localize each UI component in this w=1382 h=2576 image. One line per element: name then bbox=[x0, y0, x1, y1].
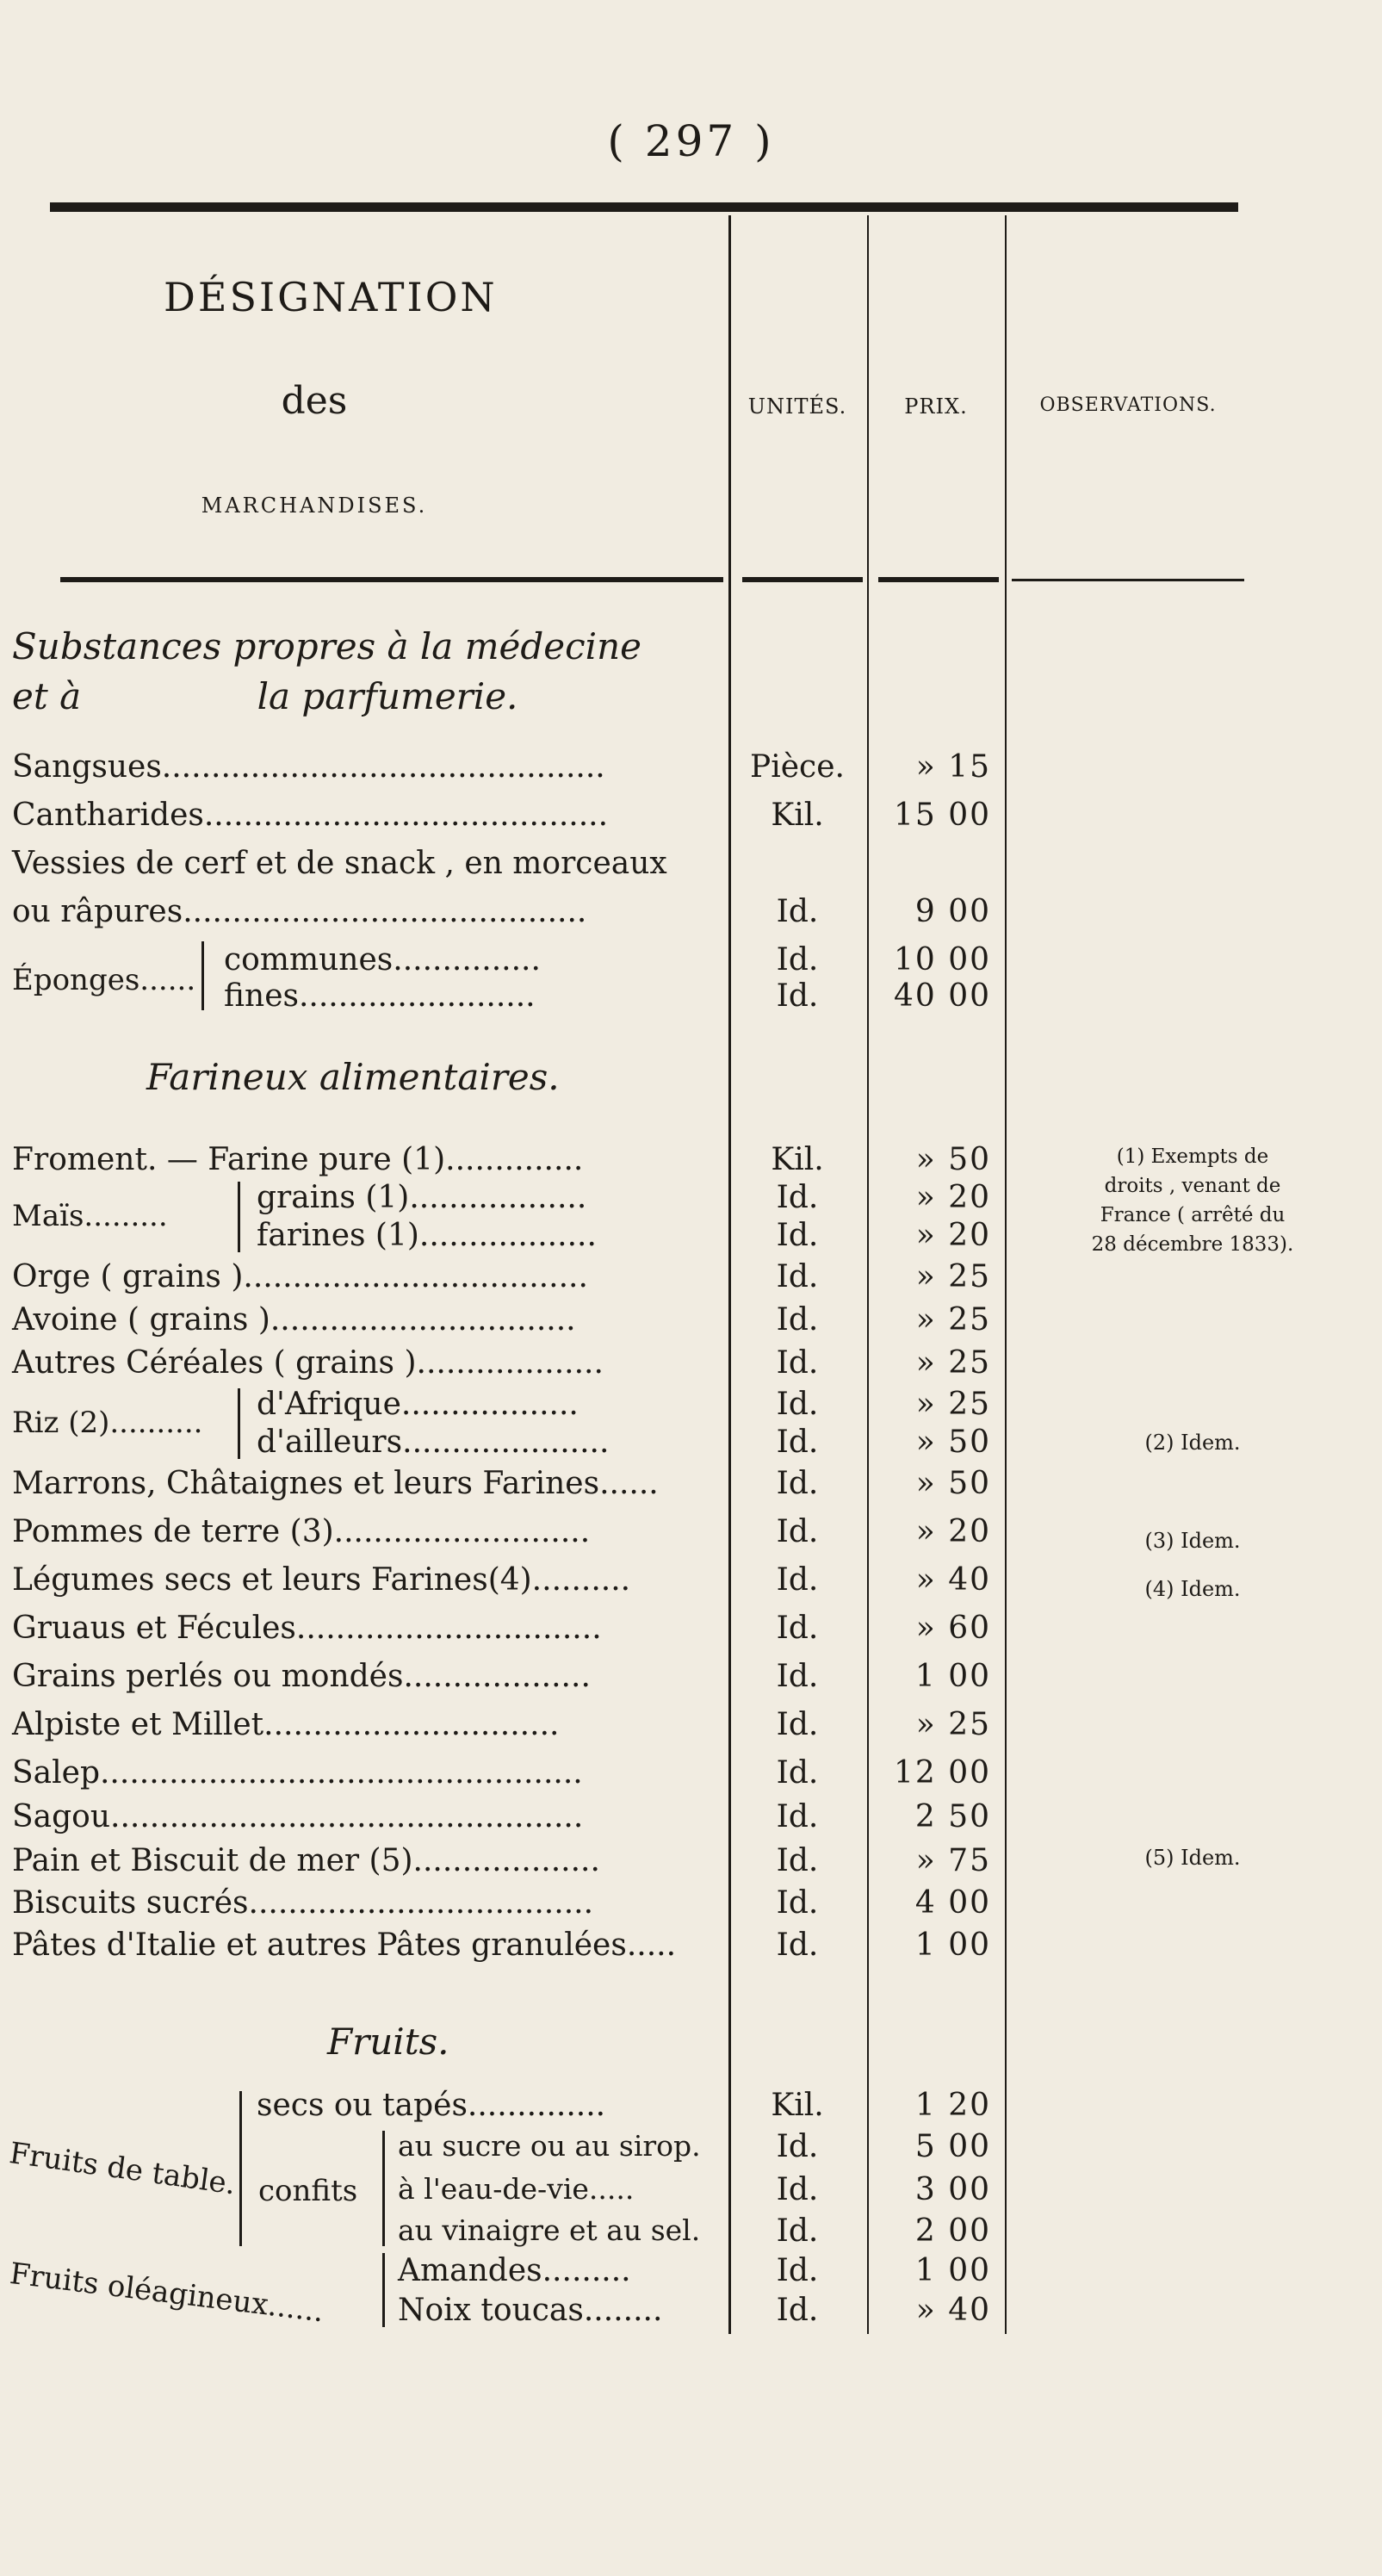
row-price: » 50 bbox=[915, 1142, 991, 1177]
table-row bbox=[0, 1750, 1382, 1798]
row-unit: Kil. bbox=[771, 798, 824, 833]
row-unit: Id. bbox=[776, 2172, 819, 2207]
row-price: » 25 bbox=[915, 1707, 991, 1742]
table-row bbox=[0, 792, 1382, 841]
row-unit: Id. bbox=[776, 1180, 819, 1215]
row-price: 3 00 bbox=[914, 2172, 991, 2207]
section-fruits: Fruits. bbox=[327, 2020, 449, 2063]
row-designation: ou râpures......................................... bbox=[12, 894, 587, 929]
section-farineux: Farineux alimentaires. bbox=[146, 1056, 560, 1098]
table-row bbox=[0, 973, 1382, 1021]
observation-note-3: (3) Idem. bbox=[1144, 1529, 1241, 1553]
header-marchandises: MARCHANDISES. bbox=[201, 493, 428, 518]
table-row bbox=[0, 841, 1382, 889]
row-unit: Id. bbox=[776, 1387, 819, 1422]
header-des: des bbox=[281, 379, 348, 423]
row-price: » 20 bbox=[915, 1218, 991, 1253]
row-price: » 20 bbox=[915, 1514, 991, 1549]
row-designation: Gruaus et Fécules............................... bbox=[12, 1611, 602, 1646]
row-designation: Grains perlés ou mondés................... bbox=[12, 1659, 591, 1694]
row-designation: Autres Céréales ( grains )................... bbox=[12, 1345, 604, 1381]
row-designation: Salep................................................. bbox=[12, 1755, 583, 1791]
table-row bbox=[0, 744, 1382, 792]
table-row bbox=[0, 1605, 1382, 1654]
row-unit: Id. bbox=[776, 1843, 819, 1878]
row-unit: Kil. bbox=[771, 2088, 824, 2123]
row-designation: Sagou................................................ bbox=[12, 1799, 584, 1834]
row-unit: Id. bbox=[776, 1755, 819, 1791]
row-designation: Cantharides......................................... bbox=[12, 798, 609, 833]
row-unit: Id. bbox=[776, 1466, 819, 1501]
row-unit: Id. bbox=[776, 942, 819, 978]
row-designation: d'ailleurs..................... bbox=[257, 1425, 610, 1460]
row-unit: Id. bbox=[776, 978, 819, 1014]
observation-note-1-line: (1) Exempts de bbox=[1116, 1145, 1269, 1168]
row-designation: Légumes secs et leurs Farines(4).......... bbox=[12, 1562, 631, 1598]
row-designation: Biscuits sucrés................................... bbox=[12, 1885, 594, 1921]
row-unit: Id. bbox=[776, 1218, 819, 1253]
row-designation: Marrons, Châtaignes et leurs Farines...... bbox=[12, 1466, 659, 1501]
table-row bbox=[0, 2124, 1382, 2172]
table-row bbox=[0, 1794, 1382, 1842]
row-unit: Id. bbox=[776, 2253, 819, 2288]
row-designation: au sucre ou au sirop. bbox=[398, 2129, 701, 2163]
row-designation: fines........................ bbox=[224, 978, 536, 1014]
table-row bbox=[0, 1922, 1382, 1971]
row-price: 12 00 bbox=[893, 1755, 991, 1791]
row-price: 15 00 bbox=[893, 798, 991, 833]
row-designation: secs ou tapés.............. bbox=[257, 2088, 606, 2123]
row-unit: Id. bbox=[776, 2293, 819, 2328]
row-price: » 60 bbox=[915, 1611, 991, 1646]
group-label-riz: Riz (2).......... bbox=[12, 1406, 203, 1440]
table-row bbox=[0, 1702, 1382, 1750]
row-unit: Id. bbox=[776, 1885, 819, 1921]
row-unit: Id. bbox=[776, 1799, 819, 1834]
row-price: » 75 bbox=[915, 1843, 991, 1878]
row-unit: Id. bbox=[776, 1659, 819, 1694]
row-designation: à l'eau-de-vie..... bbox=[398, 2172, 635, 2206]
row-designation: Amandes......... bbox=[398, 2253, 631, 2288]
row-price: 10 00 bbox=[893, 942, 991, 978]
observation-note-5: (5) Idem. bbox=[1144, 1846, 1241, 1870]
table-row bbox=[0, 1654, 1382, 1702]
row-price: » 40 bbox=[915, 2293, 991, 2328]
table-row bbox=[0, 1297, 1382, 1345]
row-unit: Id. bbox=[776, 2213, 819, 2249]
row-designation: Noix toucas........ bbox=[398, 2293, 663, 2328]
row-price: » 25 bbox=[915, 1387, 991, 1422]
row-unit: Id. bbox=[776, 1345, 819, 1381]
row-price: » 20 bbox=[915, 1180, 991, 1215]
row-designation: Orge ( grains )................................... bbox=[12, 1259, 588, 1294]
row-designation: au vinaigre et au sel. bbox=[398, 2213, 701, 2247]
row-designation: d'Afrique.................. bbox=[257, 1387, 579, 1422]
group-label-fruits-table: Fruits de table. bbox=[7, 2136, 239, 2202]
row-unit: Id. bbox=[776, 1425, 819, 1460]
row-designation: grains (1).................. bbox=[257, 1180, 587, 1215]
top-rule bbox=[50, 202, 1238, 212]
row-price: 5 00 bbox=[914, 2129, 991, 2164]
row-price: 4 00 bbox=[914, 1885, 991, 1921]
row-price: » 25 bbox=[915, 1259, 991, 1294]
row-price: » 50 bbox=[915, 1425, 991, 1460]
row-price: 1 00 bbox=[914, 2253, 991, 2288]
row-price: 40 00 bbox=[893, 978, 991, 1014]
row-designation: communes............... bbox=[224, 942, 541, 978]
group-label-eponges: Éponges...... bbox=[12, 963, 196, 997]
row-designation: Pâtes d'Italie et autres Pâtes granulées..... bbox=[12, 1927, 677, 1963]
row-price: 2 50 bbox=[914, 1799, 991, 1834]
group-label-fruits-oleagineux: Fruits oléagineux...... bbox=[8, 2256, 326, 2330]
header-rule-observations bbox=[1012, 579, 1244, 581]
header-rule-price bbox=[878, 577, 999, 582]
row-price: 2 00 bbox=[914, 2213, 991, 2249]
header-designation: DÉSIGNATION bbox=[164, 274, 498, 320]
observation-note-4: (4) Idem. bbox=[1144, 1577, 1241, 1601]
table-row bbox=[0, 2287, 1382, 2336]
observation-note-1-line: droits , venant de bbox=[1104, 1175, 1281, 1197]
table-row bbox=[0, 1880, 1382, 1928]
row-price: » 15 bbox=[915, 749, 991, 785]
header-rule-units bbox=[742, 577, 863, 582]
row-unit: Id. bbox=[776, 1302, 819, 1338]
observation-note-2: (2) Idem. bbox=[1144, 1431, 1241, 1455]
row-designation: Alpiste et Millet.............................. bbox=[12, 1707, 560, 1742]
row-price: » 25 bbox=[915, 1302, 991, 1338]
row-unit: Pièce. bbox=[750, 749, 845, 785]
header-observations: OBSERVATIONS. bbox=[1039, 394, 1217, 416]
table-row bbox=[0, 1461, 1382, 1509]
page-number: ( 297 ) bbox=[607, 116, 775, 166]
row-designation: Pommes de terre (3).......................... bbox=[12, 1514, 591, 1549]
row-designation: farines (1).................. bbox=[257, 1218, 597, 1253]
row-price: » 25 bbox=[915, 1345, 991, 1381]
row-designation: Avoine ( grains )............................... bbox=[12, 1302, 576, 1338]
row-designation: Vessies de cerf et de snack , en morceaux bbox=[12, 846, 667, 881]
row-unit: Id. bbox=[776, 1707, 819, 1742]
section-medicine-line2: la parfumerie. bbox=[257, 675, 518, 717]
section-medicine-line1: Substances propres à la médecine et à bbox=[12, 625, 641, 717]
observation-note-1-line: France ( arrêté du bbox=[1100, 1204, 1286, 1226]
row-designation: Sangsues............................................. bbox=[12, 749, 605, 785]
row-price: 1 00 bbox=[914, 1659, 991, 1694]
row-unit: Id. bbox=[776, 1611, 819, 1646]
row-unit: Id. bbox=[776, 1562, 819, 1598]
group-label-confits: confits bbox=[258, 2174, 358, 2208]
row-unit: Id. bbox=[776, 1514, 819, 1549]
table-row bbox=[0, 889, 1382, 937]
table-row bbox=[0, 1254, 1382, 1302]
row-price: » 40 bbox=[915, 1562, 991, 1598]
row-designation: Pain et Biscuit de mer (5)................... bbox=[12, 1843, 600, 1878]
row-price: 9 00 bbox=[914, 894, 991, 929]
group-label-mais: Maïs......... bbox=[12, 1199, 168, 1233]
row-unit: Id. bbox=[776, 2129, 819, 2164]
observation-note-1 bbox=[1012, 1142, 1373, 1259]
row-designation: Froment. — Farine pure (1).............. bbox=[12, 1142, 584, 1177]
row-unit: Id. bbox=[776, 894, 819, 929]
header-rule-designation bbox=[60, 577, 723, 582]
row-unit: Kil. bbox=[771, 1142, 824, 1177]
row-price: 1 20 bbox=[914, 2088, 991, 2123]
header-units: UNITÉS. bbox=[747, 394, 847, 419]
row-price: » 50 bbox=[915, 1466, 991, 1501]
header-price: PRIX. bbox=[904, 394, 968, 419]
observation-note-1-line: 28 décembre 1833). bbox=[1091, 1233, 1294, 1256]
row-unit: Id. bbox=[776, 1259, 819, 1294]
row-unit: Id. bbox=[776, 1927, 819, 1963]
row-price: 1 00 bbox=[914, 1927, 991, 1963]
